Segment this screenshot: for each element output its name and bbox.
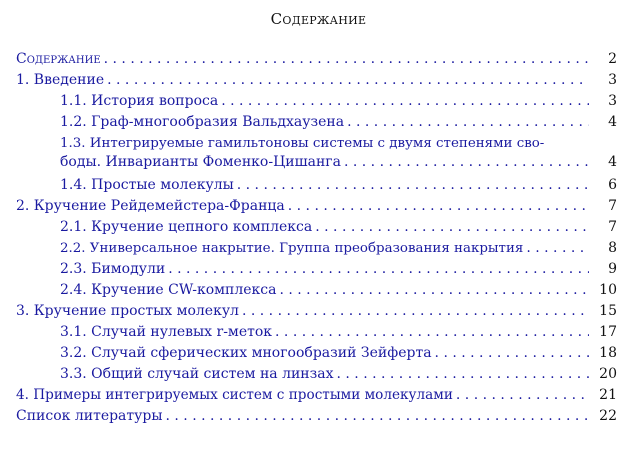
toc-entry-section-4[interactable] xyxy=(16,386,617,405)
toc-entry-section-1[interactable] xyxy=(16,71,617,90)
toc-entry-bibliography[interactable] xyxy=(16,407,617,426)
toc-page-number: 15 xyxy=(599,303,617,319)
toc-entry-section-2-1[interactable] xyxy=(16,218,617,237)
dot-leader xyxy=(168,260,589,279)
toc-page-number: 21 xyxy=(599,387,617,403)
toc-page-number: 22 xyxy=(599,408,617,424)
toc-entry-label[interactable]: 3.3. Общий случай систем на линзах xyxy=(60,366,334,382)
toc-entry-section-1-3[interactable] xyxy=(16,134,617,172)
toc-entry-label[interactable]: 3. Кручение простых молекул xyxy=(16,303,239,319)
toc-page-number: 20 xyxy=(599,366,617,382)
toc-entry-contents[interactable] xyxy=(16,50,617,69)
toc-entry-label[interactable]: 2. Кручение Рейдемейстера-Франца xyxy=(16,198,285,214)
toc-page-number: 18 xyxy=(599,345,617,361)
toc-entry-section-3-2[interactable] xyxy=(16,344,617,363)
dot-leader xyxy=(337,365,590,384)
toc-entry-label[interactable]: 2.2. Универсальное накрытие. Группа преобразования накрытия xyxy=(60,241,524,256)
dot-leader xyxy=(435,344,589,363)
dot-leader xyxy=(288,197,589,216)
toc-entry-section-3-3[interactable] xyxy=(16,365,617,384)
toc-page-number: 8 xyxy=(608,240,617,256)
dot-leader xyxy=(166,407,590,426)
toc-page-number: 10 xyxy=(599,282,617,298)
toc-page-number: 2 xyxy=(608,51,617,67)
toc-entry-label[interactable]: 2.1. Кручение цепного комплекса xyxy=(60,219,313,235)
toc-entry-label[interactable]: Содержание xyxy=(16,51,101,67)
toc-entry-section-1-2[interactable] xyxy=(16,113,617,132)
toc-entry-label[interactable]: 1.2. Граф-многообразия Вальдхаузена xyxy=(60,114,345,130)
toc-entry-section-3[interactable] xyxy=(16,302,617,321)
toc-page-number: 7 xyxy=(608,198,617,214)
toc-entry-section-1-1[interactable] xyxy=(16,92,617,111)
dot-leader xyxy=(237,176,589,195)
dot-leader xyxy=(456,386,589,405)
toc-page-number: 4 xyxy=(608,154,617,170)
toc-entry-label[interactable]: 4. Примеры интегрируемых систем с простыми молекулами xyxy=(16,387,453,403)
toc-entry-section-2-3[interactable] xyxy=(16,260,617,279)
toc-entry-label[interactable]: 1.1. История вопроса xyxy=(60,93,219,109)
dot-leader xyxy=(526,239,589,258)
toc-entry-section-2[interactable] xyxy=(16,197,617,216)
toc-entry-label[interactable]: Список литературы xyxy=(16,408,163,424)
dot-leader xyxy=(104,50,589,69)
dot-leader xyxy=(344,153,589,172)
toc-page-number: 3 xyxy=(608,72,617,88)
toc-page-number: 4 xyxy=(608,114,617,130)
dot-leader xyxy=(279,281,589,300)
toc-entry-label[interactable]: 1. Введение xyxy=(16,72,105,88)
toc-entry-label-line1[interactable]: 1.3. Интегрируемые гамильтоновы системы с двумя степенями сво- xyxy=(60,136,545,151)
toc-entry-section-2-4[interactable] xyxy=(16,281,617,300)
toc-entry-label[interactable]: 2.4. Кручение CW-комплекса xyxy=(60,282,277,298)
toc-entry-section-2-2[interactable] xyxy=(16,239,617,258)
toc-page-number: 17 xyxy=(599,324,617,340)
toc-page-number: 6 xyxy=(608,177,617,193)
toc-entry-label[interactable]: 3.2. Случай сферических многообразий Зейферта xyxy=(60,345,432,361)
dot-leader xyxy=(242,302,589,321)
dot-leader xyxy=(221,92,589,111)
toc-page-number: 3 xyxy=(608,93,617,109)
toc-page-number: 9 xyxy=(608,261,617,277)
dot-leader xyxy=(107,71,589,90)
toc-entry-label-line2[interactable]: боды. Инварианты Фоменко-Цишанга xyxy=(60,154,341,170)
toc-page-number: 7 xyxy=(608,219,617,235)
toc-entry-section-3-1[interactable] xyxy=(16,323,617,342)
dot-leader xyxy=(347,113,589,132)
toc-entry-section-1-4[interactable] xyxy=(16,176,617,195)
dot-leader xyxy=(315,218,589,237)
toc-entry-label[interactable]: 2.3. Бимодули xyxy=(60,261,166,277)
toc-title: Содержание xyxy=(270,10,367,28)
dot-leader xyxy=(275,323,589,342)
toc-entry-label[interactable]: 1.4. Простые молекулы xyxy=(60,177,234,193)
toc-entry-label[interactable]: 3.1. Случай нулевых r-меток xyxy=(60,324,273,340)
